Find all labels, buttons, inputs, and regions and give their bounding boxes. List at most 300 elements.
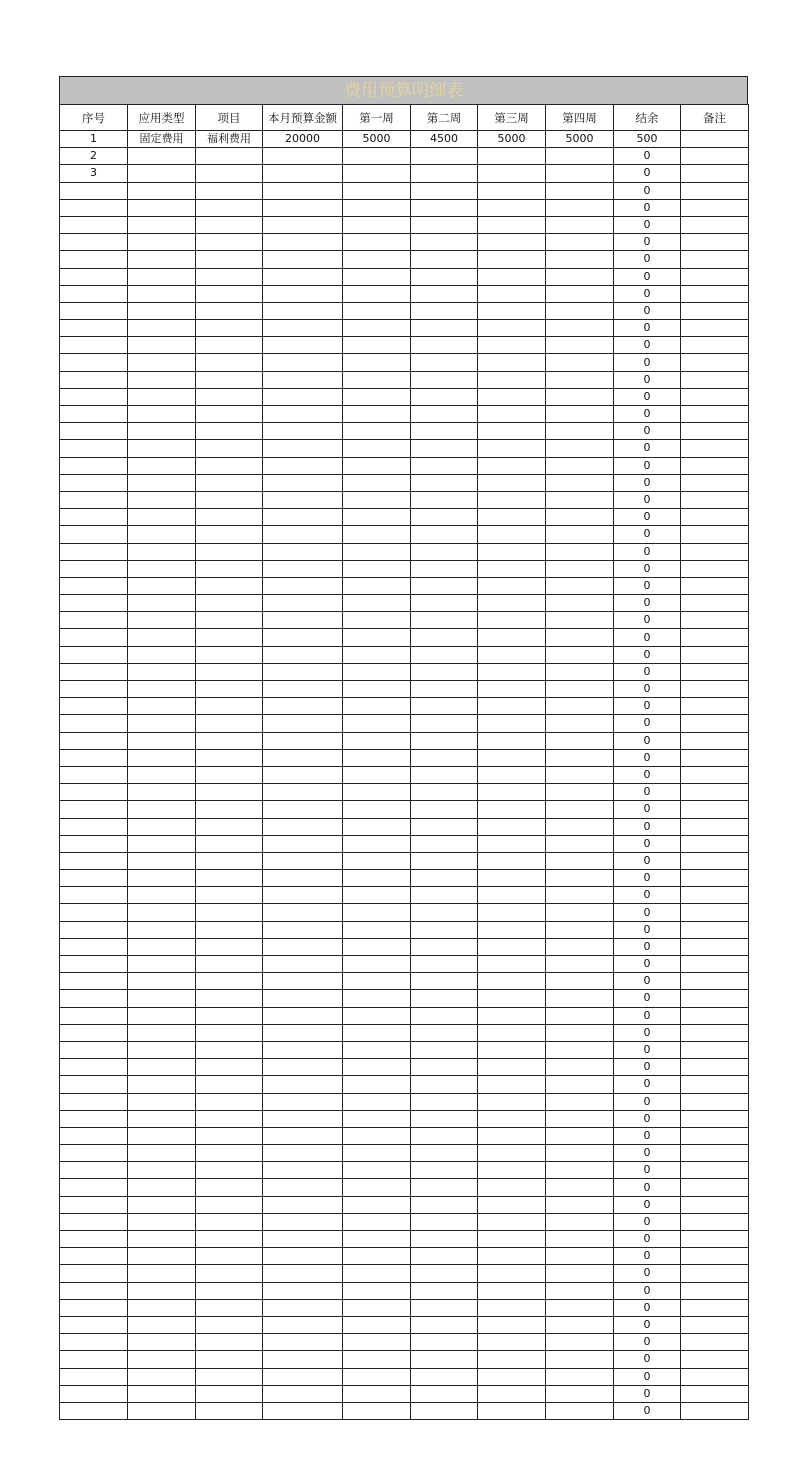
cell-index[interactable] (60, 629, 128, 646)
cell-budget[interactable] (263, 887, 343, 904)
cell-index[interactable] (60, 1368, 128, 1385)
cell-week2[interactable] (411, 251, 478, 268)
cell-week2[interactable] (411, 491, 478, 508)
cell-budget[interactable] (263, 440, 343, 457)
cell-week3[interactable] (478, 1007, 546, 1024)
cell-week1[interactable] (343, 646, 411, 663)
cell-week2[interactable] (411, 199, 478, 216)
cell-week4[interactable] (546, 1316, 614, 1333)
cell-week1[interactable] (343, 749, 411, 766)
cell-week2[interactable] (411, 1162, 478, 1179)
cell-week3[interactable] (478, 1162, 546, 1179)
cell-balance[interactable]: 0 (614, 1231, 681, 1248)
cell-week3[interactable] (478, 1024, 546, 1041)
cell-week1[interactable] (343, 715, 411, 732)
cell-index[interactable] (60, 474, 128, 491)
cell-week3[interactable] (478, 302, 546, 319)
cell-week2[interactable] (411, 663, 478, 680)
cell-budget[interactable] (263, 1213, 343, 1230)
cell-week2[interactable] (411, 234, 478, 251)
cell-type[interactable] (128, 1231, 196, 1248)
cell-week3[interactable] (478, 1282, 546, 1299)
cell-balance[interactable]: 0 (614, 612, 681, 629)
cell-week4[interactable] (546, 1145, 614, 1162)
cell-balance[interactable]: 0 (614, 1196, 681, 1213)
cell-week4[interactable] (546, 1007, 614, 1024)
cell-type[interactable] (128, 182, 196, 199)
cell-week4[interactable] (546, 818, 614, 835)
cell-balance[interactable]: 0 (614, 474, 681, 491)
cell-budget[interactable] (263, 1041, 343, 1058)
cell-week4[interactable] (546, 801, 614, 818)
cell-item[interactable] (196, 1299, 263, 1316)
cell-item[interactable] (196, 766, 263, 783)
cell-week4[interactable] (546, 698, 614, 715)
cell-week4[interactable] (546, 440, 614, 457)
cell-index[interactable]: 3 (60, 165, 128, 182)
cell-week2[interactable] (411, 423, 478, 440)
cell-item[interactable] (196, 234, 263, 251)
cell-balance[interactable]: 0 (614, 457, 681, 474)
cell-week2[interactable] (411, 1299, 478, 1316)
cell-balance[interactable]: 0 (614, 1110, 681, 1127)
cell-index[interactable] (60, 921, 128, 938)
cell-week2[interactable] (411, 629, 478, 646)
cell-index[interactable] (60, 938, 128, 955)
cell-notes[interactable] (681, 1231, 749, 1248)
cell-week3[interactable] (478, 990, 546, 1007)
cell-notes[interactable] (681, 543, 749, 560)
cell-week3[interactable] (478, 148, 546, 165)
cell-week1[interactable] (343, 852, 411, 869)
cell-budget[interactable] (263, 1059, 343, 1076)
cell-type[interactable] (128, 938, 196, 955)
cell-notes[interactable] (681, 766, 749, 783)
cell-notes[interactable] (681, 1351, 749, 1368)
cell-item[interactable] (196, 1316, 263, 1333)
cell-type[interactable] (128, 234, 196, 251)
cell-week2[interactable] (411, 646, 478, 663)
cell-week1[interactable] (343, 526, 411, 543)
cell-week4[interactable] (546, 1162, 614, 1179)
cell-index[interactable] (60, 784, 128, 801)
cell-balance[interactable]: 0 (614, 749, 681, 766)
cell-balance[interactable]: 0 (614, 406, 681, 423)
cell-week4[interactable] (546, 1093, 614, 1110)
cell-week1[interactable] (343, 491, 411, 508)
cell-balance[interactable]: 0 (614, 560, 681, 577)
cell-budget[interactable] (263, 1162, 343, 1179)
cell-budget[interactable] (263, 852, 343, 869)
cell-notes[interactable] (681, 801, 749, 818)
cell-week3[interactable] (478, 801, 546, 818)
cell-item[interactable] (196, 732, 263, 749)
cell-week1[interactable] (343, 698, 411, 715)
cell-week2[interactable] (411, 595, 478, 612)
cell-week1[interactable] (343, 423, 411, 440)
cell-balance[interactable]: 0 (614, 1316, 681, 1333)
cell-index[interactable] (60, 1213, 128, 1230)
cell-week3[interactable] (478, 887, 546, 904)
cell-type[interactable] (128, 595, 196, 612)
cell-type[interactable] (128, 474, 196, 491)
cell-index[interactable] (60, 1145, 128, 1162)
cell-week2[interactable] (411, 698, 478, 715)
cell-item[interactable] (196, 406, 263, 423)
cell-type[interactable] (128, 1145, 196, 1162)
cell-week3[interactable] (478, 749, 546, 766)
cell-week3[interactable] (478, 371, 546, 388)
cell-week4[interactable] (546, 938, 614, 955)
cell-item[interactable] (196, 1145, 263, 1162)
cell-type[interactable] (128, 1248, 196, 1265)
cell-balance[interactable]: 0 (614, 1145, 681, 1162)
cell-week2[interactable] (411, 870, 478, 887)
cell-week2[interactable] (411, 474, 478, 491)
cell-week1[interactable] (343, 1110, 411, 1127)
cell-week2[interactable] (411, 337, 478, 354)
cell-type[interactable] (128, 251, 196, 268)
cell-week2[interactable] (411, 216, 478, 233)
cell-notes[interactable] (681, 921, 749, 938)
cell-week1[interactable] (343, 1334, 411, 1351)
cell-balance[interactable]: 0 (614, 956, 681, 973)
cell-index[interactable] (60, 732, 128, 749)
cell-type[interactable] (128, 870, 196, 887)
cell-type[interactable] (128, 681, 196, 698)
cell-week1[interactable] (343, 302, 411, 319)
cell-item[interactable] (196, 1248, 263, 1265)
cell-index[interactable] (60, 595, 128, 612)
cell-balance[interactable]: 0 (614, 852, 681, 869)
cell-week1[interactable] (343, 234, 411, 251)
cell-week4[interactable] (546, 1024, 614, 1041)
cell-week3[interactable] (478, 904, 546, 921)
cell-balance[interactable]: 0 (614, 715, 681, 732)
cell-week4[interactable] (546, 1265, 614, 1282)
cell-week3[interactable] (478, 234, 546, 251)
cell-week2[interactable] (411, 801, 478, 818)
cell-budget[interactable] (263, 1007, 343, 1024)
cell-week4[interactable] (546, 766, 614, 783)
cell-item[interactable] (196, 921, 263, 938)
cell-balance[interactable]: 0 (614, 577, 681, 594)
cell-type[interactable] (128, 1351, 196, 1368)
cell-item[interactable] (196, 629, 263, 646)
cell-week1[interactable] (343, 1196, 411, 1213)
cell-item[interactable] (196, 956, 263, 973)
cell-balance[interactable]: 0 (614, 1059, 681, 1076)
cell-item[interactable] (196, 543, 263, 560)
cell-notes[interactable] (681, 216, 749, 233)
cell-index[interactable] (60, 1110, 128, 1127)
cell-week1[interactable] (343, 268, 411, 285)
cell-budget[interactable]: 20000 (263, 131, 343, 148)
cell-week2[interactable] (411, 440, 478, 457)
cell-week1[interactable] (343, 921, 411, 938)
cell-week3[interactable] (478, 921, 546, 938)
cell-week1[interactable] (343, 1385, 411, 1402)
cell-type[interactable] (128, 835, 196, 852)
cell-budget[interactable] (263, 423, 343, 440)
cell-week4[interactable] (546, 320, 614, 337)
cell-item[interactable] (196, 904, 263, 921)
cell-week3[interactable] (478, 216, 546, 233)
cell-balance[interactable]: 0 (614, 973, 681, 990)
cell-week4[interactable] (546, 990, 614, 1007)
cell-week3[interactable] (478, 681, 546, 698)
cell-week1[interactable] (343, 1213, 411, 1230)
cell-type[interactable] (128, 887, 196, 904)
cell-week1[interactable] (343, 1076, 411, 1093)
cell-week1[interactable] (343, 1007, 411, 1024)
cell-type[interactable] (128, 457, 196, 474)
cell-week1[interactable] (343, 801, 411, 818)
cell-budget[interactable] (263, 921, 343, 938)
cell-index[interactable] (60, 234, 128, 251)
cell-week2[interactable] (411, 1265, 478, 1282)
cell-index[interactable] (60, 818, 128, 835)
cell-notes[interactable] (681, 973, 749, 990)
cell-budget[interactable] (263, 904, 343, 921)
cell-budget[interactable] (263, 818, 343, 835)
cell-notes[interactable] (681, 1402, 749, 1419)
cell-item[interactable] (196, 320, 263, 337)
cell-item[interactable] (196, 784, 263, 801)
cell-type[interactable] (128, 423, 196, 440)
cell-notes[interactable] (681, 956, 749, 973)
cell-type[interactable] (128, 801, 196, 818)
cell-balance[interactable]: 0 (614, 921, 681, 938)
cell-balance[interactable]: 0 (614, 663, 681, 680)
cell-balance[interactable]: 0 (614, 182, 681, 199)
cell-week4[interactable] (546, 1041, 614, 1058)
cell-notes[interactable] (681, 784, 749, 801)
cell-index[interactable] (60, 423, 128, 440)
cell-week4[interactable] (546, 1127, 614, 1144)
cell-balance[interactable]: 0 (614, 784, 681, 801)
cell-item[interactable] (196, 1265, 263, 1282)
cell-week2[interactable] (411, 1041, 478, 1058)
cell-notes[interactable] (681, 732, 749, 749)
cell-balance[interactable]: 0 (614, 818, 681, 835)
cell-type[interactable] (128, 165, 196, 182)
cell-week2[interactable] (411, 1196, 478, 1213)
cell-type[interactable] (128, 1007, 196, 1024)
cell-budget[interactable] (263, 560, 343, 577)
cell-notes[interactable] (681, 1299, 749, 1316)
cell-notes[interactable] (681, 1213, 749, 1230)
cell-budget[interactable] (263, 732, 343, 749)
cell-notes[interactable] (681, 491, 749, 508)
cell-budget[interactable] (263, 1282, 343, 1299)
cell-week3[interactable] (478, 474, 546, 491)
cell-notes[interactable] (681, 234, 749, 251)
cell-type[interactable] (128, 268, 196, 285)
cell-item[interactable] (196, 354, 263, 371)
cell-week4[interactable] (546, 371, 614, 388)
cell-week4[interactable] (546, 1368, 614, 1385)
cell-week4[interactable] (546, 1351, 614, 1368)
cell-balance[interactable]: 0 (614, 1402, 681, 1419)
cell-week4[interactable] (546, 543, 614, 560)
cell-index[interactable] (60, 1059, 128, 1076)
cell-budget[interactable] (263, 646, 343, 663)
cell-item[interactable] (196, 148, 263, 165)
cell-index[interactable] (60, 749, 128, 766)
cell-week1[interactable] (343, 1299, 411, 1316)
cell-week1[interactable] (343, 612, 411, 629)
cell-week3[interactable] (478, 268, 546, 285)
cell-week4[interactable] (546, 784, 614, 801)
cell-index[interactable] (60, 371, 128, 388)
cell-balance[interactable]: 0 (614, 904, 681, 921)
cell-week3[interactable] (478, 1059, 546, 1076)
cell-item[interactable] (196, 612, 263, 629)
cell-week4[interactable] (546, 560, 614, 577)
cell-budget[interactable] (263, 165, 343, 182)
cell-budget[interactable] (263, 285, 343, 302)
cell-week1[interactable] (343, 956, 411, 973)
cell-notes[interactable] (681, 698, 749, 715)
cell-notes[interactable] (681, 474, 749, 491)
cell-type[interactable] (128, 1041, 196, 1058)
cell-type[interactable] (128, 1334, 196, 1351)
cell-week4[interactable] (546, 1110, 614, 1127)
cell-item[interactable] (196, 1334, 263, 1351)
cell-item[interactable] (196, 835, 263, 852)
cell-week4[interactable] (546, 182, 614, 199)
cell-index[interactable] (60, 560, 128, 577)
cell-budget[interactable] (263, 234, 343, 251)
cell-week1[interactable] (343, 1059, 411, 1076)
cell-week4[interactable] (546, 1213, 614, 1230)
cell-week2[interactable] (411, 526, 478, 543)
cell-week2[interactable] (411, 320, 478, 337)
cell-week2[interactable] (411, 354, 478, 371)
cell-week4[interactable] (546, 1196, 614, 1213)
cell-week2[interactable] (411, 921, 478, 938)
cell-week4[interactable] (546, 1334, 614, 1351)
cell-type[interactable] (128, 1024, 196, 1041)
cell-notes[interactable] (681, 251, 749, 268)
cell-week2[interactable] (411, 577, 478, 594)
cell-notes[interactable] (681, 1282, 749, 1299)
cell-item[interactable] (196, 1213, 263, 1230)
cell-balance[interactable]: 0 (614, 1385, 681, 1402)
cell-week2[interactable] (411, 1145, 478, 1162)
cell-budget[interactable] (263, 1179, 343, 1196)
cell-week4[interactable] (546, 1402, 614, 1419)
cell-index[interactable] (60, 1299, 128, 1316)
cell-notes[interactable] (681, 835, 749, 852)
cell-index[interactable] (60, 1076, 128, 1093)
cell-budget[interactable] (263, 251, 343, 268)
cell-balance[interactable]: 0 (614, 148, 681, 165)
cell-type[interactable] (128, 818, 196, 835)
cell-type[interactable] (128, 1127, 196, 1144)
cell-index[interactable] (60, 698, 128, 715)
cell-budget[interactable] (263, 491, 343, 508)
cell-week3[interactable] (478, 1248, 546, 1265)
cell-item[interactable] (196, 388, 263, 405)
cell-notes[interactable] (681, 870, 749, 887)
cell-item[interactable] (196, 491, 263, 508)
cell-budget[interactable] (263, 1316, 343, 1333)
cell-week2[interactable] (411, 904, 478, 921)
cell-week1[interactable] (343, 474, 411, 491)
cell-notes[interactable] (681, 681, 749, 698)
cell-week1[interactable] (343, 440, 411, 457)
cell-balance[interactable]: 0 (614, 1299, 681, 1316)
cell-index[interactable] (60, 1093, 128, 1110)
cell-week3[interactable] (478, 1041, 546, 1058)
cell-week2[interactable] (411, 1316, 478, 1333)
cell-notes[interactable] (681, 371, 749, 388)
cell-type[interactable] (128, 148, 196, 165)
cell-balance[interactable]: 0 (614, 732, 681, 749)
cell-week1[interactable] (343, 818, 411, 835)
cell-week1[interactable] (343, 990, 411, 1007)
cell-budget[interactable] (263, 973, 343, 990)
cell-item[interactable] (196, 1059, 263, 1076)
cell-index[interactable] (60, 406, 128, 423)
cell-week4[interactable] (546, 577, 614, 594)
cell-week2[interactable] (411, 1093, 478, 1110)
cell-week3[interactable] (478, 251, 546, 268)
cell-balance[interactable]: 0 (614, 440, 681, 457)
cell-week3[interactable] (478, 406, 546, 423)
cell-budget[interactable] (263, 1265, 343, 1282)
cell-week1[interactable] (343, 973, 411, 990)
cell-budget[interactable] (263, 784, 343, 801)
cell-budget[interactable] (263, 1334, 343, 1351)
cell-week4[interactable] (546, 887, 614, 904)
cell-balance[interactable]: 0 (614, 1179, 681, 1196)
cell-type[interactable] (128, 406, 196, 423)
cell-week3[interactable] (478, 629, 546, 646)
cell-budget[interactable] (263, 268, 343, 285)
cell-week3[interactable] (478, 1316, 546, 1333)
cell-week4[interactable] (546, 474, 614, 491)
cell-week2[interactable] (411, 285, 478, 302)
cell-notes[interactable] (681, 595, 749, 612)
cell-type[interactable] (128, 921, 196, 938)
cell-item[interactable] (196, 681, 263, 698)
cell-balance[interactable]: 0 (614, 1351, 681, 1368)
cell-notes[interactable] (681, 1316, 749, 1333)
cell-week2[interactable] (411, 1213, 478, 1230)
cell-index[interactable] (60, 182, 128, 199)
cell-balance[interactable]: 0 (614, 543, 681, 560)
cell-week1[interactable] (343, 1024, 411, 1041)
cell-week1[interactable] (343, 285, 411, 302)
cell-index[interactable] (60, 1334, 128, 1351)
cell-type[interactable] (128, 732, 196, 749)
cell-item[interactable] (196, 1196, 263, 1213)
cell-type[interactable] (128, 302, 196, 319)
cell-type[interactable] (128, 1179, 196, 1196)
cell-week3[interactable] (478, 870, 546, 887)
cell-week3[interactable] (478, 1231, 546, 1248)
cell-week4[interactable] (546, 1059, 614, 1076)
cell-week4[interactable] (546, 870, 614, 887)
cell-week3[interactable] (478, 1093, 546, 1110)
cell-week2[interactable] (411, 560, 478, 577)
cell-balance[interactable]: 0 (614, 1213, 681, 1230)
cell-week4[interactable] (546, 1231, 614, 1248)
cell-type[interactable] (128, 663, 196, 680)
